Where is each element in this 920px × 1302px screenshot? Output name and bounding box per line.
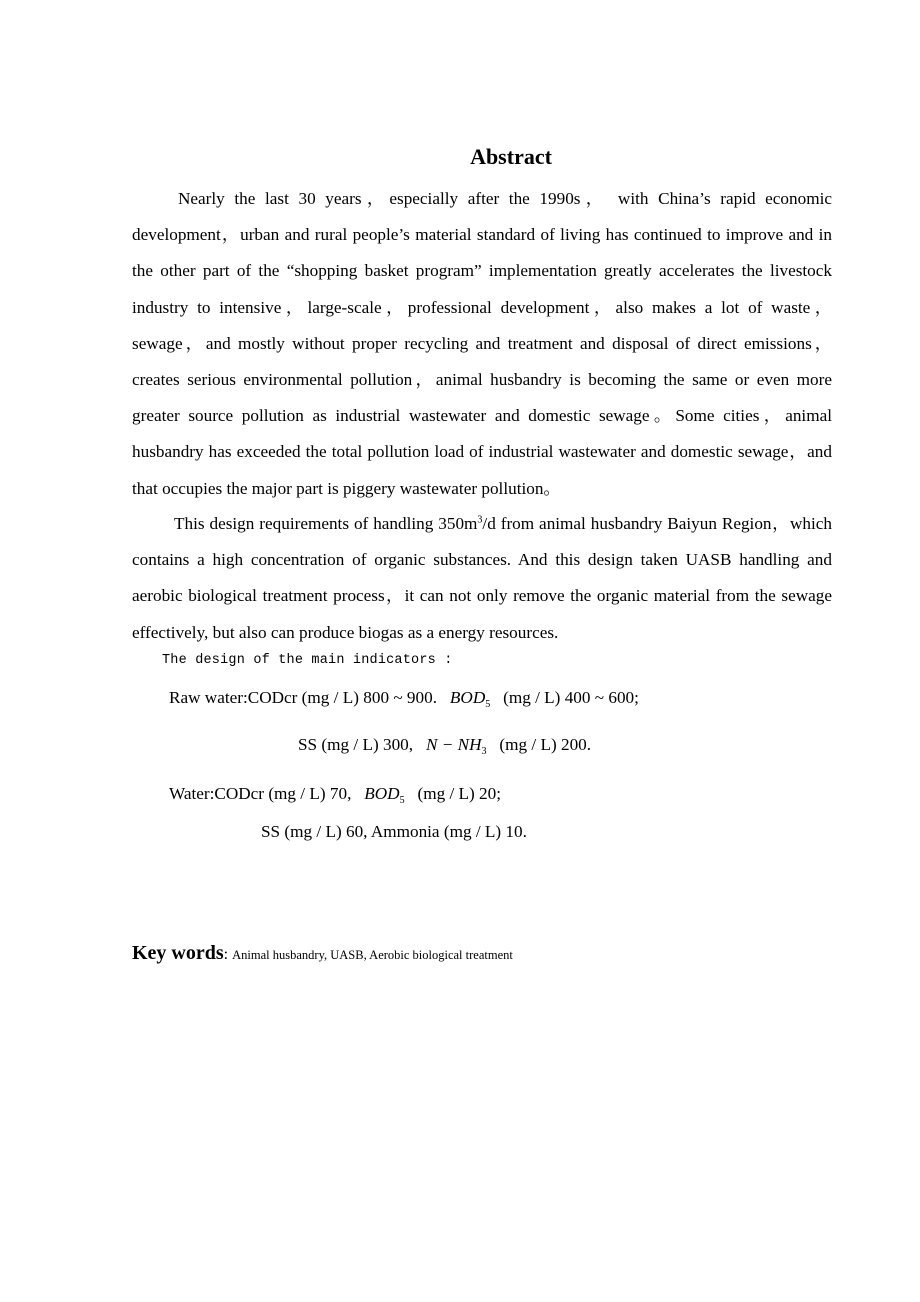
raw-water-line-2 [298, 733, 591, 760]
keywords-label: Key words [132, 942, 224, 964]
raw-water-line-1 [169, 686, 639, 713]
nh3-subscript: 3 [481, 746, 487, 757]
raw-water-nh3-symbol [425, 735, 487, 757]
raw-water-bod-value: (mg / L) 400 ~ 600; [503, 688, 639, 707]
cubic-superscript: 3 [477, 514, 483, 526]
water-line-2: SS (mg / L) 60, Ammonia (mg / L) 10. [261, 822, 527, 841]
bod-subscript: 5 [485, 699, 491, 710]
water-bod-subscript: 5 [399, 795, 405, 806]
paragraph-2-end: /d from animal husbandry Baiyun Region，which contains a high concentration of organic substances. And this design taken UASB handling and aerobic biological treatment process，it can not only remove the organic material from the sewage effectively, but also can produce biogas as a energy resources. [132, 514, 832, 642]
raw-water-bod-symbol [449, 688, 491, 710]
water-bod-symbol [364, 784, 405, 806]
indicators-heading: The design of the main indicators : [162, 653, 453, 668]
water-cod: Water:CODcr (mg / L) 70, [169, 784, 352, 803]
raw-water-ss: SS (mg / L) 300, [298, 735, 414, 754]
abstract-paragraph-1 [132, 181, 832, 507]
abstract-title: Abstract [470, 144, 552, 169]
keywords-line [132, 938, 513, 970]
nh3-label: N − NH [425, 735, 482, 754]
paragraph-2-start: This design requirements of handling 350m [174, 514, 478, 533]
keywords-text: Animal husbandry, UASB, Aerobic biological treatment [232, 948, 513, 962]
paragraph-1-text: Nearly the last 30 years，especially after the 1990s， with China’s rapid economic development，urban and rural people’s material standard of living has continued to improve and in the other part of the “shopping basket program” implementation greatly accelerates the livestock industry to intensive，large-scale，professional development，also makes a lot of waste，sewage，and mostly without proper recycling and treatment and disposal of direct emissions，creates serious environmental pollution，animal husbandry is becoming the same or even more greater source pollution as industrial wastewater and domestic sewage。Some cities，animal husbandry has exceeded the total pollution load of industrial wastewater and domestic sewage，and that occupies the major part is piggery wastewater pollution。 [132, 189, 832, 498]
water-line-1 [169, 782, 501, 809]
raw-water-nh3-value: (mg / L) 200. [499, 735, 592, 754]
raw-water-cod: Raw water:CODcr (mg / L) 800 ~ 900. [169, 688, 438, 707]
water-bod-label: BOD [364, 784, 400, 803]
paragraph-2-text [132, 506, 832, 651]
water-bod-value: (mg / L) 20; [417, 784, 502, 803]
keywords-colon: : [223, 946, 229, 963]
abstract-paragraph-2 [132, 506, 832, 651]
bod-label: BOD [449, 688, 486, 707]
